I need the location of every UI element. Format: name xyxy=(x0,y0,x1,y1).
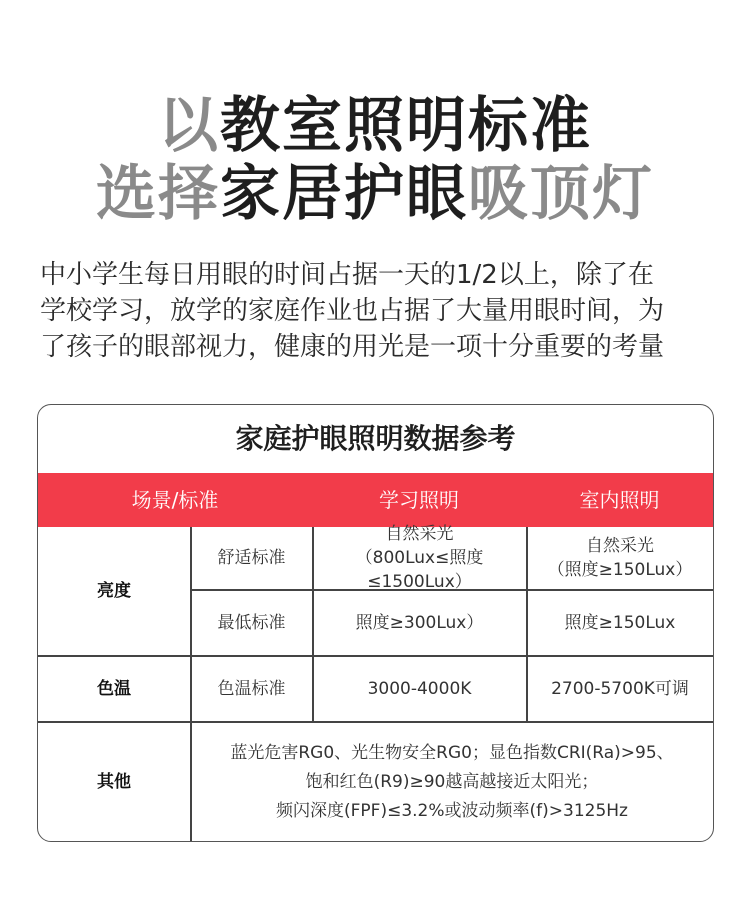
headline-2-part-3: 吸顶灯 xyxy=(468,159,654,229)
color-temp-study-value: 3000-4000K xyxy=(367,679,472,699)
intro-line-2: 学校学习，放学的家庭作业也占据了大量用眼时间，为 xyxy=(40,296,665,326)
intro-paragraph xyxy=(40,257,720,365)
intro-line-1: 中小学生每日用眼的时间占据一天的1/2以上，除了在 xyxy=(40,260,654,290)
color-temp-standard-label: 色温标准 xyxy=(217,679,286,699)
color-temp-indoor-value: 2700-5700K可调 xyxy=(551,679,689,699)
comfort-indoor-line-1: 自然采光 xyxy=(586,536,654,556)
minimum-study-value: 照度≥300Lux） xyxy=(355,613,484,633)
minimum-indoor-value: 照度≥150Lux xyxy=(564,613,676,633)
headline-1-part-2: 教室照明标准 xyxy=(220,91,592,161)
headline-line-1 xyxy=(0,92,750,160)
other-value xyxy=(191,723,713,841)
comfort-indoor-value xyxy=(527,527,713,589)
comfort-study-line-1: 自然采光 xyxy=(385,524,454,544)
reference-table-card xyxy=(37,404,714,842)
comfort-study-line-2: （800Lux≤照度≤1500Lux） xyxy=(355,548,484,592)
minimum-standard-label: 最低标准 xyxy=(217,613,286,633)
other-line-1: 蓝光危害RG0、光生物安全RG0；显色指数CRI(Ra)>95、 xyxy=(230,742,674,763)
headline-2-part-1: 选择 xyxy=(96,159,220,229)
headline-1-part-1: 以 xyxy=(158,91,220,161)
row-label-color-temp: 色温 xyxy=(97,679,131,699)
comfort-study-value xyxy=(313,524,526,592)
table-title: 家庭护眼照明数据参考 xyxy=(235,422,516,455)
other-line-2: 饱和红色(R9)≥90越高越接近太阳光； xyxy=(305,771,599,792)
comfort-indoor-line-2: （照度≥150Lux） xyxy=(547,560,693,580)
header-indoor: 室内照明 xyxy=(579,488,660,512)
table-header-row xyxy=(38,473,713,527)
row-label-brightness: 亮度 xyxy=(97,581,131,601)
intro-line-3: 了孩子的眼部视力，健康的用光是一项十分重要的考量 xyxy=(40,332,665,362)
header-study: 学习照明 xyxy=(379,488,459,512)
headline-2-part-2: 家居护眼 xyxy=(220,159,468,229)
other-line-3: 频闪深度(FPF)≤3.2%或波动频率(f)>3125Hz xyxy=(276,800,628,821)
header-scene: 场景/标准 xyxy=(131,488,219,512)
row-label-other: 其他 xyxy=(97,772,131,792)
comfort-standard-label: 舒适标准 xyxy=(217,548,286,568)
headline-line-2 xyxy=(0,160,750,228)
